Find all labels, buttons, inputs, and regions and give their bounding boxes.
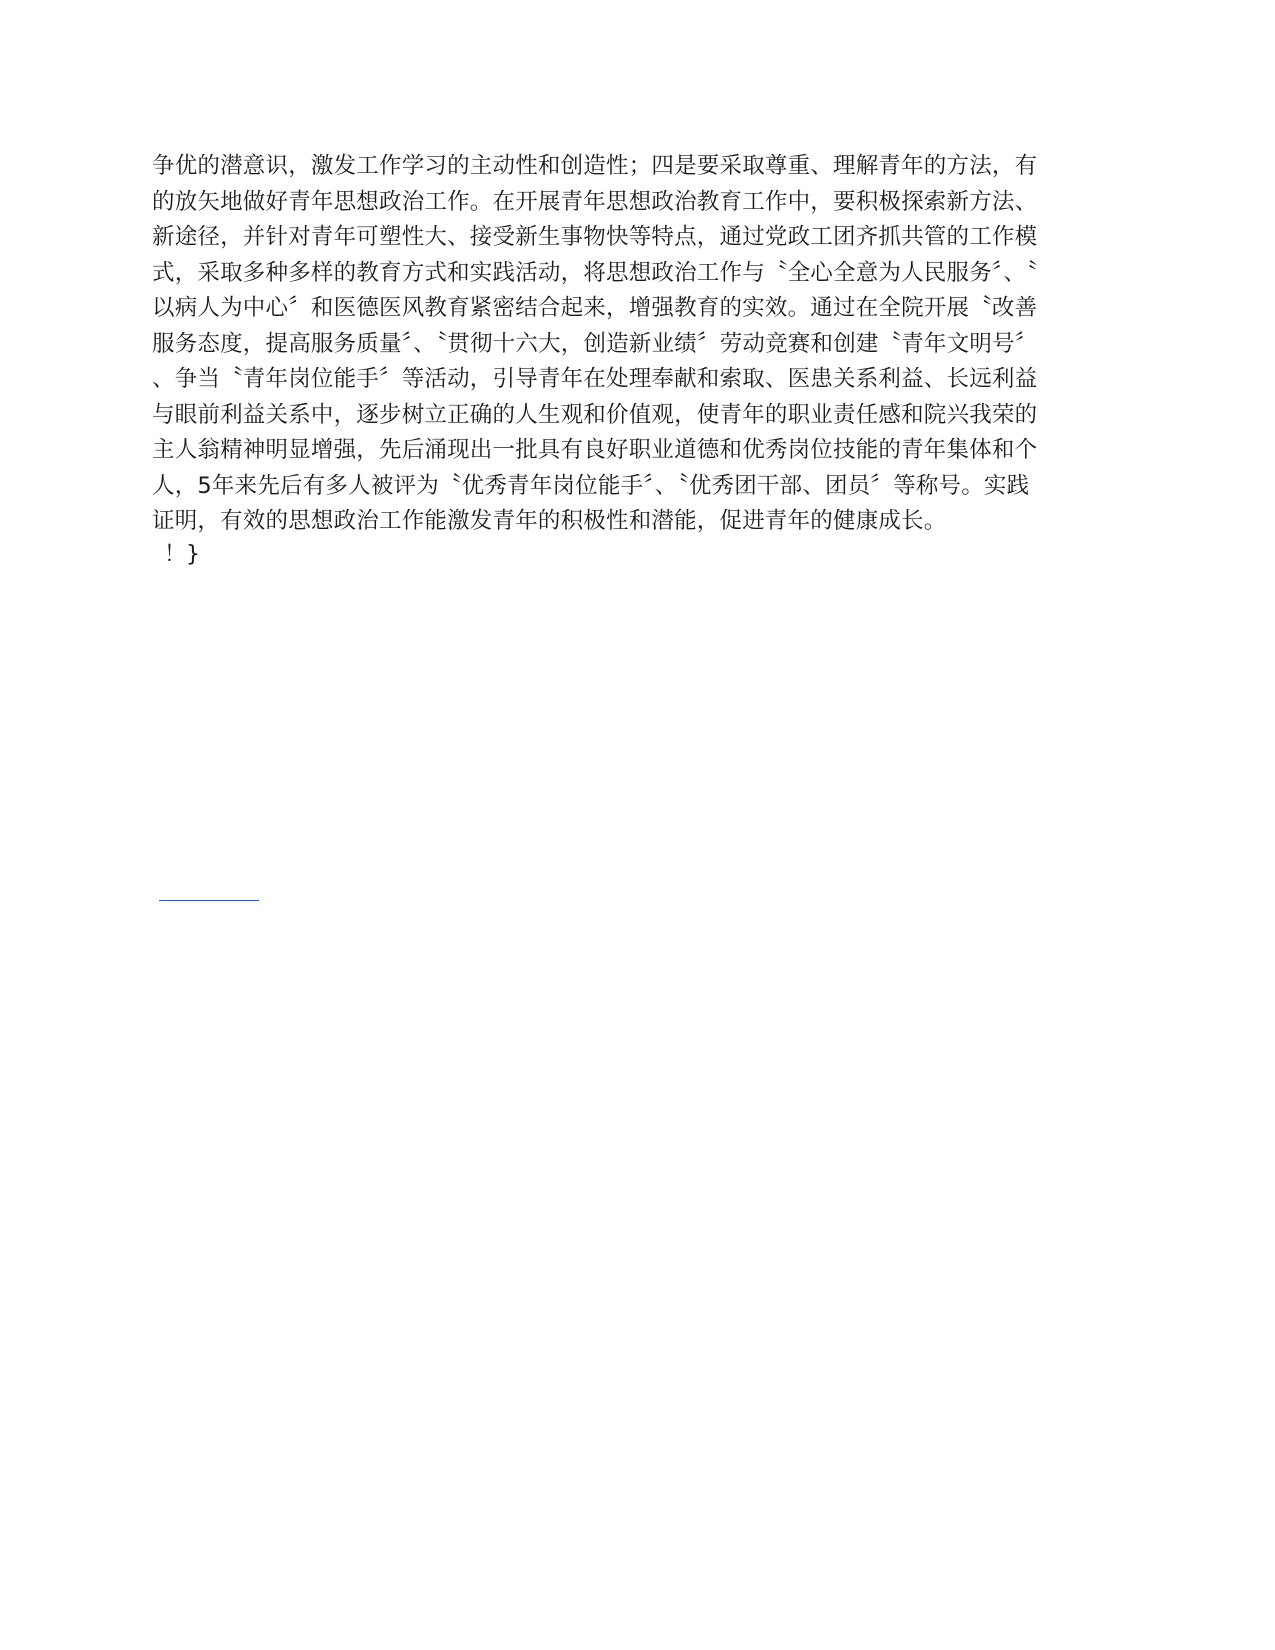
- paragraph-line: 新途径，并针对青年可塑性大、接受新生事物快等特点，通过党政工团齐抓共管的工作模: [152, 224, 1038, 250]
- paragraph-line: 的放矢地做好青年思想政治工作。在开展青年思想政治教育工作中，要积极探索新方法、: [152, 188, 1038, 215]
- footnote-separator-line: [159, 900, 259, 901]
- paragraph-line: 与眼前利益关系中，逐步树立正确的人生观和价值观，使青年的职业责任感和院兴我荣的: [152, 401, 1038, 428]
- paragraph-line: 以病人为中心〞和医德医风教育紧密结合起来，增强教育的实效。通过在全院开展〝改善: [152, 295, 1038, 321]
- body-paragraph: [152, 149, 1132, 540]
- paragraph-line: 、争当〝青年岗位能手〞等活动，引导青年在处理奉献和索取、医患关系利益、长远利益: [152, 366, 1038, 392]
- paragraph-line: 争优的潜意识，激发工作学习的主动性和创造性；四是要采取尊重、理解青年的方法，有: [152, 153, 1038, 179]
- paragraph-line: 主人翁精神明显增强，先后涌现出一批具有良好职业道德和优秀岗位技能的青年集体和个: [152, 437, 1038, 463]
- stray-text-fragment: ！}: [164, 542, 200, 567]
- paragraph-line: 证明，有效的思想政治工作能激发青年的积极性和潜能，促进青年的健康成长。: [152, 508, 947, 534]
- paragraph-line: 人，5年来先后有多人被评为〝优秀青年岗位能手〞、〝优秀团干部、团员〞等称号。实践: [152, 472, 1030, 499]
- paragraph-line: 服务态度，提高服务质量〞、〝贯彻十六大，创造新业绩〞劳动竞赛和创建〝青年文明号〞: [152, 330, 1038, 357]
- paragraph-line: 式，采取多种多样的教育方式和实践活动，将思想政治工作与〝全心全意为人民服务〞、〝: [152, 259, 1038, 286]
